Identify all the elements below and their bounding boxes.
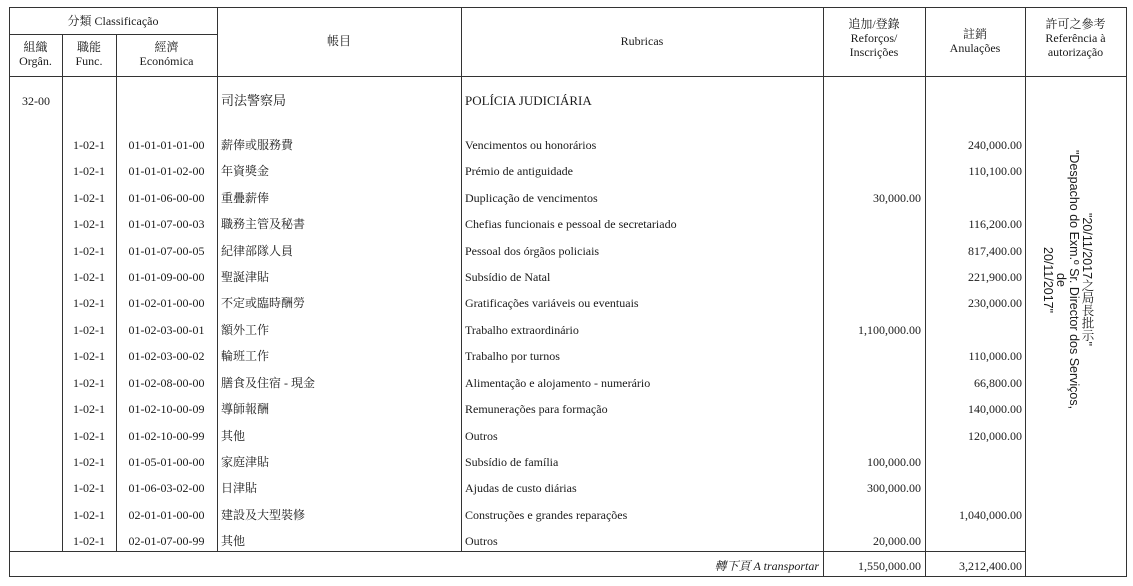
authorization-line-3: 20/11/2017" — [1041, 246, 1055, 314]
row-func: 1-02-1 — [73, 455, 105, 469]
row-anulacao: 240,000.00 — [968, 138, 1022, 152]
row-func: 1-02-1 — [73, 481, 105, 495]
col-line-func — [62, 34, 63, 551]
row-econ: 02-01-07-00-99 — [128, 534, 205, 548]
header-anulacoes — [925, 27, 1025, 55]
row-rubrica-pt: Trabalho por turnos — [465, 349, 560, 363]
row-econ: 01-06-03-02-00 — [128, 481, 205, 495]
row-anulacao: 110,000.00 — [968, 349, 1022, 363]
header-econ-zh: 經濟 — [154, 40, 179, 54]
row-func: 1-02-1 — [73, 217, 105, 231]
row-econ: 01-02-10-00-99 — [128, 429, 205, 443]
row-econ: 01-02-10-00-09 — [128, 402, 205, 416]
row-func: 1-02-1 — [73, 323, 105, 337]
department-pt: POLÍCIA JUDICIÁRIA — [465, 93, 592, 108]
row-account-zh: 其他 — [221, 429, 246, 443]
row-rubrica-pt: Chefias funcionais e pessoal de secretariado — [465, 217, 677, 231]
header-reforcos-pt1: Reforços/ — [850, 31, 898, 45]
row-reforco: 100,000.00 — [867, 455, 921, 469]
row-account-zh: 職務主管及秘書 — [221, 217, 306, 231]
header-func-pt: Func. — [75, 54, 103, 68]
footer-anulacoes-total: 3,212,400.00 — [959, 559, 1022, 573]
col-line-account — [217, 7, 218, 551]
row-anulacao: 140,000.00 — [968, 402, 1022, 416]
row-account-zh: 年資獎金 — [221, 164, 270, 178]
row-account-zh: 導師報酬 — [221, 402, 270, 416]
row-anulacao: 116,200.00 — [968, 217, 1022, 231]
header-organ — [9, 40, 62, 68]
row-rubrica-pt: Outros — [465, 429, 498, 443]
row-rubrica-pt: Pessoal dos órgãos policiais — [465, 244, 600, 258]
row-account-zh: 額外工作 — [221, 323, 270, 337]
row-econ: 01-02-03-00-02 — [128, 349, 205, 363]
header-anulacoes-pt: Anulações — [949, 41, 1001, 55]
row-func: 1-02-1 — [73, 429, 105, 443]
row-reforco: 300,000.00 — [867, 481, 921, 495]
row-func: 1-02-1 — [73, 534, 105, 548]
header-reforcos — [823, 17, 925, 59]
row-econ: 01-01-07-00-03 — [128, 217, 205, 231]
row-econ: 01-01-01-02-00 — [128, 164, 205, 178]
table-border-right — [1126, 7, 1127, 576]
header-econ — [116, 40, 217, 68]
row-account-zh: 日津貼 — [221, 481, 258, 495]
table-border-left — [9, 7, 10, 576]
col-line-referencia — [1025, 7, 1026, 576]
header-organ-pt: Orgân. — [19, 54, 52, 68]
header-organ-zh: 組織 — [23, 40, 48, 54]
row-rubrica-pt: Subsídio de Natal — [465, 270, 551, 284]
row-econ: 01-02-08-00-00 — [128, 376, 205, 390]
row-rubrica-pt: Alimentação e alojamento - numerário — [465, 376, 651, 390]
col-line-rubricas — [461, 7, 462, 551]
row-econ: 01-02-01-00-00 — [128, 296, 205, 310]
row-rubrica-pt: Ajudas de custo diárias — [465, 481, 577, 495]
row-rubrica-pt: Prémio de antiguidade — [465, 164, 573, 178]
row-anulacao: 110,100.00 — [968, 164, 1022, 178]
row-func: 1-02-1 — [73, 164, 105, 178]
row-account-zh: 重疊薪俸 — [221, 191, 270, 205]
row-econ: 01-01-07-00-05 — [128, 244, 205, 258]
row-rubrica-pt: Outros — [465, 534, 498, 548]
row-rubrica-pt: Subsídio de família — [465, 455, 559, 469]
row-anulacao: 230,000.00 — [968, 296, 1022, 310]
row-rubrica-pt: Duplicação de vencimentos — [465, 191, 598, 205]
row-func: 1-02-1 — [73, 270, 105, 284]
row-account-zh: 建設及大型裝修 — [221, 508, 306, 522]
header-func-zh: 職能 — [76, 40, 101, 54]
col-line-econ — [116, 34, 117, 551]
row-account-zh: 家庭津貼 — [221, 455, 270, 469]
row-reforco: 1,100,000.00 — [858, 323, 921, 337]
table-border-bottom — [9, 576, 1127, 577]
row-func: 1-02-1 — [73, 296, 105, 310]
header-reforcos-zh: 追加/登錄 — [848, 17, 900, 31]
header-rubricas: Rubricas — [620, 34, 664, 48]
organ-code: 32-00 — [22, 94, 50, 108]
row-econ: 01-05-01-00-00 — [128, 455, 205, 469]
row-account-zh: 不定或臨時酬勞 — [221, 296, 306, 310]
col-line-anulacoes — [925, 7, 926, 576]
classification-divider — [9, 34, 217, 35]
row-account-zh: 其他 — [221, 534, 246, 548]
header-account: 帳目 — [326, 34, 351, 48]
row-func: 1-02-1 — [73, 402, 105, 416]
row-func: 1-02-1 — [73, 349, 105, 363]
row-reforco: 20,000.00 — [873, 534, 921, 548]
row-func: 1-02-1 — [73, 508, 105, 522]
row-func: 1-02-1 — [73, 191, 105, 205]
row-econ: 01-02-03-00-01 — [128, 323, 205, 337]
row-anulacao: 221,900.00 — [968, 270, 1022, 284]
table-border-top — [9, 7, 1127, 8]
header-referencia-pt2: autorização — [1047, 45, 1104, 59]
row-account-zh: 輪班工作 — [221, 349, 270, 363]
row-account-zh: 膳食及住宿 - 現金 — [221, 376, 315, 390]
header-referencia-zh: 許可之參考 — [1045, 17, 1106, 31]
row-anulacao: 120,000.00 — [968, 429, 1022, 443]
header-bottom-line — [9, 76, 1127, 77]
row-account-zh: 紀律部隊人員 — [221, 244, 294, 258]
footer-transport-label: 轉下頁 A transportar — [714, 559, 819, 573]
row-rubrica-pt: Gratificações variáveis ou eventuais — [465, 296, 639, 310]
footer-top-line — [9, 551, 1025, 552]
row-func: 1-02-1 — [73, 244, 105, 258]
department-zh: 司法警察局 — [221, 93, 287, 108]
row-func: 1-02-1 — [73, 138, 105, 152]
row-account-zh: 薪俸或服務費 — [221, 138, 294, 152]
row-rubrica-pt: Vencimentos ou honorários — [465, 138, 597, 152]
row-rubrica-pt: Remunerações para formação — [465, 402, 608, 416]
row-func: 1-02-1 — [73, 376, 105, 390]
row-account-zh: 聖誕津貼 — [221, 270, 270, 284]
header-econ-pt: Económica — [139, 54, 194, 68]
row-reforco: 30,000.00 — [873, 191, 921, 205]
header-reforcos-pt2: Inscrições — [849, 45, 899, 59]
row-rubrica-pt: Construções e grandes reparações — [465, 508, 628, 522]
row-anulacao: 66,800.00 — [974, 376, 1022, 390]
header-referencia — [1025, 17, 1126, 59]
header-classification: 分類 Classificação — [67, 14, 159, 28]
row-econ: 01-01-09-00-00 — [128, 270, 205, 284]
footer-reforcos-total: 1,550,000.00 — [858, 559, 921, 573]
authorization-line-1: "20/11/2017之局長批示" — [1080, 213, 1094, 347]
row-econ: 01-01-01-01-00 — [128, 138, 205, 152]
row-econ: 02-01-01-00-00 — [128, 508, 205, 522]
header-anulacoes-zh: 註銷 — [962, 27, 987, 41]
row-anulacao: 1,040,000.00 — [959, 508, 1022, 522]
authorization-line-2: "Despacho do Exm.º Sr. Director dos Serviços, de — [1054, 150, 1081, 410]
header-func — [62, 40, 116, 68]
row-anulacao: 817,400.00 — [968, 244, 1022, 258]
header-referencia-pt1: Referência à — [1045, 31, 1106, 45]
row-econ: 01-01-06-00-00 — [128, 191, 205, 205]
authorization-reference — [1041, 150, 1094, 410]
row-rubrica-pt: Trabalho extraordinário — [465, 323, 579, 337]
